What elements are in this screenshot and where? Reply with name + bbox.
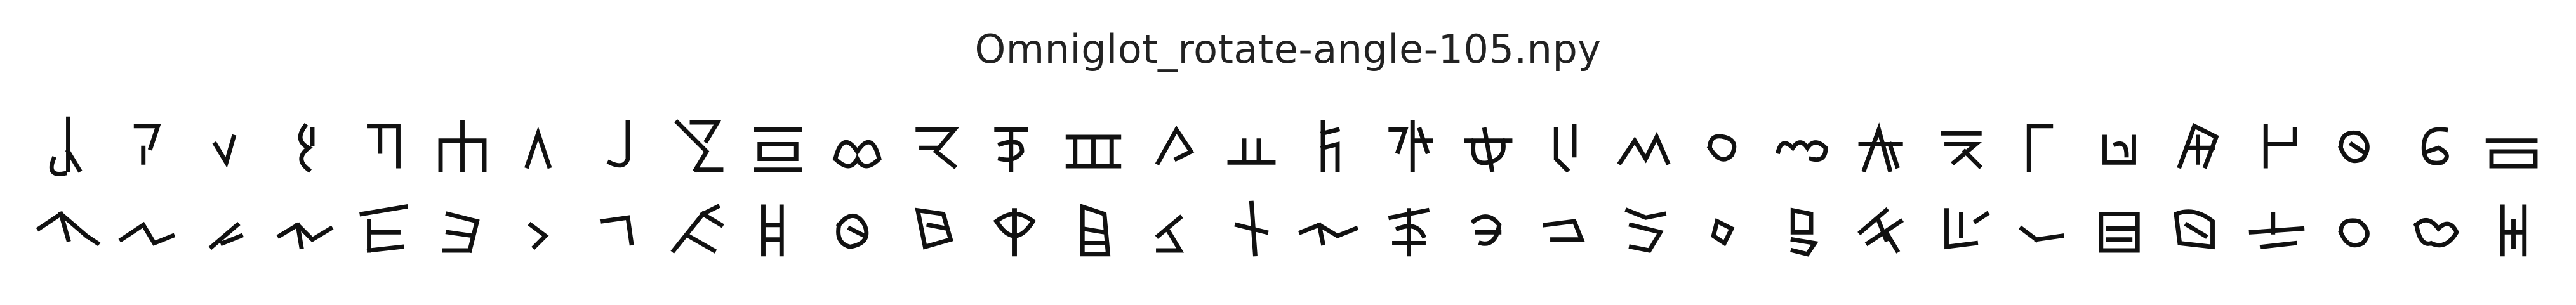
original-glyph-stroke-31 xyxy=(2424,129,2447,164)
rotated-glyph-stroke-29 xyxy=(2251,214,2302,247)
original-glyph-22 xyxy=(1687,108,1762,181)
rotated-glyph-22 xyxy=(1687,192,1762,265)
original-glyph-image-19 xyxy=(1451,108,1526,181)
rotated-glyph-image-11 xyxy=(820,192,895,265)
rotated-glyph-stroke-28 xyxy=(2176,212,2213,247)
rotated-glyph-stroke-6 xyxy=(444,214,477,251)
original-glyph-image-8 xyxy=(583,108,658,181)
rotated-glyph-image-1 xyxy=(30,192,106,265)
rotated-glyph-stroke-22 xyxy=(1714,221,1732,243)
rotated-glyph-3 xyxy=(189,192,264,265)
original-glyph-image-14 xyxy=(1056,108,1131,181)
rotated-glyph-image-18 xyxy=(1371,192,1447,265)
original-glyph-21 xyxy=(1608,108,1683,181)
rotated-glyph-12 xyxy=(898,192,974,265)
original-glyph-16 xyxy=(1214,108,1289,181)
rotated-glyph-image-12 xyxy=(898,192,974,265)
original-glyph-image-10 xyxy=(740,108,816,181)
original-glyph-stroke-3 xyxy=(215,137,234,162)
original-glyph-24 xyxy=(1845,108,1920,181)
original-glyph-stroke-11 xyxy=(835,142,879,166)
rotated-glyph-stroke-30 xyxy=(2341,221,2368,245)
original-glyph-image-16 xyxy=(1214,108,1289,181)
rotated-glyph-image-9 xyxy=(661,192,737,265)
rotated-glyph-image-23 xyxy=(1766,192,1842,265)
rotated-glyph-stroke-12 xyxy=(918,211,951,247)
rotated-glyph-stroke-13 xyxy=(997,211,1033,254)
original-glyph-4 xyxy=(267,108,343,181)
rotated-glyph-stroke-2 xyxy=(122,225,173,243)
original-glyph-image-23 xyxy=(1766,108,1842,181)
rotated-glyph-stroke-27 xyxy=(2101,214,2137,251)
original-glyph-stroke-12 xyxy=(918,130,955,167)
rotated-glyph-image-28 xyxy=(2160,192,2236,265)
original-glyph-image-17 xyxy=(1292,108,1368,181)
original-glyph-image-26 xyxy=(2002,108,2078,181)
rotated-glyph-stroke-14 xyxy=(1083,207,1108,254)
rotated-glyph-17 xyxy=(1292,192,1368,265)
rotated-glyph-2 xyxy=(109,192,185,265)
rotated-glyph-stroke-32 xyxy=(2502,207,2525,254)
rotated-glyph-image-15 xyxy=(1135,192,1211,265)
rotated-glyph-8 xyxy=(583,192,658,265)
rotated-glyph-29 xyxy=(2239,192,2314,265)
rotated-glyph-21 xyxy=(1608,192,1683,265)
original-glyph-5 xyxy=(346,108,422,181)
rotated-glyph-image-5 xyxy=(346,192,422,265)
rotated-glyph-image-32 xyxy=(2476,192,2551,265)
original-glyph-18 xyxy=(1371,108,1447,181)
original-glyph-image-24 xyxy=(1845,108,1920,181)
rotated-glyph-stroke-5 xyxy=(362,207,406,250)
original-glyph-stroke-20 xyxy=(1556,126,1574,170)
original-glyph-stroke-26 xyxy=(2029,126,2052,170)
rotated-glyph-stroke-9 xyxy=(674,207,721,250)
rotated-glyph-16 xyxy=(1214,192,1289,265)
rotated-glyph-stroke-17 xyxy=(1301,225,1356,243)
rotated-glyph-image-29 xyxy=(2239,192,2314,265)
original-glyph-19 xyxy=(1451,108,1526,181)
original-glyph-13 xyxy=(977,108,1052,181)
rotated-glyph-image-24 xyxy=(1845,192,1920,265)
original-glyph-31 xyxy=(2397,108,2473,181)
rotated-glyph-6 xyxy=(425,192,500,265)
original-glyph-11 xyxy=(820,108,895,181)
original-glyph-stroke-22 xyxy=(1710,136,1734,159)
rotated-glyph-13 xyxy=(977,192,1052,265)
original-glyph-15 xyxy=(1135,108,1211,181)
rotated-glyph-14 xyxy=(1056,192,1131,265)
original-glyph-stroke-32 xyxy=(2488,141,2535,166)
original-glyph-17 xyxy=(1292,108,1368,181)
rotated-glyph-stroke-18 xyxy=(1391,211,1428,254)
rotated-glyph-image-13 xyxy=(977,192,1052,265)
original-glyph-stroke-5 xyxy=(369,126,399,166)
glyph-grid xyxy=(30,108,2554,279)
rotated-glyph-23 xyxy=(1766,192,1842,265)
original-glyph-1 xyxy=(30,108,106,181)
glyph-row-original xyxy=(30,108,2554,181)
original-glyph-image-28 xyxy=(2160,108,2236,181)
rotated-glyph-stroke-19 xyxy=(1473,217,1499,244)
rotated-glyph-image-6 xyxy=(425,192,500,265)
original-glyph-8 xyxy=(583,108,658,181)
original-glyph-26 xyxy=(2002,108,2078,181)
rotated-glyph-4 xyxy=(267,192,343,265)
original-glyph-image-11 xyxy=(820,108,895,181)
original-glyph-25 xyxy=(1923,108,1999,181)
original-glyph-stroke-27 xyxy=(2104,137,2134,162)
original-glyph-stroke-19 xyxy=(1466,130,1510,170)
rotated-glyph-9 xyxy=(661,192,737,265)
glyph-row-rotated xyxy=(30,192,2554,265)
original-glyph-stroke-29 xyxy=(2266,126,2295,166)
original-glyph-stroke-6 xyxy=(441,122,484,170)
rotated-glyph-32 xyxy=(2476,192,2551,265)
original-glyph-image-3 xyxy=(189,108,264,181)
original-glyph-image-15 xyxy=(1135,108,1211,181)
rotated-glyph-stroke-10 xyxy=(764,207,782,254)
original-glyph-stroke-23 xyxy=(1778,143,1826,160)
rotated-glyph-image-10 xyxy=(740,192,816,265)
original-glyph-stroke-7 xyxy=(527,133,549,166)
original-glyph-2 xyxy=(109,108,185,181)
rotated-glyph-stroke-3 xyxy=(211,225,241,247)
rotated-glyph-1 xyxy=(30,192,106,265)
original-glyph-image-7 xyxy=(504,108,580,181)
original-glyph-stroke-15 xyxy=(1158,130,1191,163)
rotated-glyph-image-2 xyxy=(109,192,185,265)
rotated-glyph-stroke-20 xyxy=(1545,221,1582,240)
rotated-glyph-image-8 xyxy=(583,192,658,265)
original-glyph-image-27 xyxy=(2081,108,2157,181)
rotated-glyph-25 xyxy=(1923,192,1999,265)
original-glyph-27 xyxy=(2081,108,2157,181)
rotated-glyph-image-16 xyxy=(1214,192,1289,265)
original-glyph-stroke-8 xyxy=(609,122,628,165)
original-glyph-stroke-13 xyxy=(997,130,1026,170)
rotated-glyph-5 xyxy=(346,192,422,265)
original-glyph-23 xyxy=(1766,108,1842,181)
rotated-glyph-10 xyxy=(740,192,816,265)
original-glyph-stroke-1 xyxy=(51,119,79,174)
original-glyph-image-20 xyxy=(1529,108,1605,181)
rotated-glyph-11 xyxy=(820,192,895,265)
original-glyph-image-25 xyxy=(1923,108,1999,181)
rotated-glyph-image-21 xyxy=(1608,192,1683,265)
rotated-glyph-stroke-4 xyxy=(279,225,331,247)
original-glyph-stroke-30 xyxy=(2341,133,2368,160)
original-glyph-image-30 xyxy=(2318,108,2393,181)
original-glyph-10 xyxy=(740,108,816,181)
rotated-glyph-stroke-26 xyxy=(2022,229,2062,240)
rotated-glyph-image-26 xyxy=(2002,192,2078,265)
original-glyph-14 xyxy=(1056,108,1131,181)
rotated-glyph-image-4 xyxy=(267,192,343,265)
original-glyph-image-13 xyxy=(977,108,1052,181)
rotated-glyph-stroke-25 xyxy=(1947,211,1987,247)
original-glyph-stroke-9 xyxy=(677,122,721,170)
rotated-glyph-28 xyxy=(2160,192,2236,265)
original-glyph-32 xyxy=(2476,108,2551,181)
original-glyph-stroke-24 xyxy=(1861,130,1901,170)
rotated-glyph-7 xyxy=(504,192,580,265)
rotated-glyph-31 xyxy=(2397,192,2473,265)
original-glyph-image-18 xyxy=(1371,108,1447,181)
original-glyph-image-29 xyxy=(2239,108,2314,181)
original-glyph-3 xyxy=(189,108,264,181)
rotated-glyph-20 xyxy=(1529,192,1605,265)
original-glyph-stroke-14 xyxy=(1068,137,1120,166)
rotated-glyph-26 xyxy=(2002,192,2078,265)
original-glyph-9 xyxy=(661,108,737,181)
rotated-glyph-stroke-16 xyxy=(1237,203,1266,254)
rotated-glyph-image-25 xyxy=(1923,192,1999,265)
original-glyph-image-2 xyxy=(109,108,185,181)
rotated-glyph-18 xyxy=(1371,192,1447,265)
rotated-glyph-image-17 xyxy=(1292,192,1368,265)
original-glyph-stroke-10 xyxy=(756,130,800,170)
rotated-glyph-27 xyxy=(2081,192,2157,265)
original-glyph-stroke-25 xyxy=(1943,133,1980,166)
original-glyph-stroke-2 xyxy=(136,126,159,163)
original-glyph-image-5 xyxy=(346,108,422,181)
figure-title: Omniglot_rotate-angle-105.npy xyxy=(974,26,1602,72)
original-glyph-20 xyxy=(1529,108,1605,181)
original-glyph-29 xyxy=(2239,108,2314,181)
original-glyph-12 xyxy=(898,108,974,181)
rotated-glyph-image-22 xyxy=(1687,192,1762,265)
original-glyph-stroke-28 xyxy=(2180,126,2217,166)
rotated-glyph-stroke-8 xyxy=(602,217,632,243)
original-glyph-6 xyxy=(425,108,500,181)
original-glyph-stroke-4 xyxy=(300,126,312,170)
rotated-glyph-image-30 xyxy=(2318,192,2393,265)
original-glyph-28 xyxy=(2160,108,2236,181)
rotated-glyph-stroke-1 xyxy=(39,214,98,243)
original-glyph-image-22 xyxy=(1687,108,1762,181)
original-glyph-image-1 xyxy=(30,108,106,181)
rotated-glyph-stroke-23 xyxy=(1793,211,1815,254)
rotated-glyph-stroke-15 xyxy=(1158,217,1180,250)
original-glyph-image-12 xyxy=(898,108,974,181)
original-glyph-7 xyxy=(504,108,580,181)
rotated-glyph-image-3 xyxy=(189,192,264,265)
original-glyph-image-32 xyxy=(2476,108,2551,181)
rotated-glyph-stroke-24 xyxy=(1861,211,1901,250)
rotated-glyph-15 xyxy=(1135,192,1211,265)
original-glyph-stroke-16 xyxy=(1230,141,1273,163)
rotated-glyph-image-7 xyxy=(504,192,580,265)
rotated-glyph-24 xyxy=(1845,192,1920,265)
original-glyph-image-9 xyxy=(661,108,737,181)
rotated-glyph-stroke-11 xyxy=(838,216,866,247)
rotated-glyph-image-31 xyxy=(2397,192,2473,265)
rotated-glyph-image-19 xyxy=(1451,192,1526,265)
original-glyph-stroke-17 xyxy=(1323,122,1338,170)
rotated-glyph-stroke-7 xyxy=(531,225,545,247)
original-glyph-30 xyxy=(2318,108,2393,181)
rotated-glyph-stroke-31 xyxy=(2416,220,2456,245)
original-glyph-image-21 xyxy=(1608,108,1683,181)
rotated-glyph-image-27 xyxy=(2081,192,2157,265)
rotated-glyph-30 xyxy=(2318,192,2393,265)
original-glyph-image-4 xyxy=(267,108,343,181)
rotated-glyph-image-14 xyxy=(1056,192,1131,265)
rotated-glyph-19 xyxy=(1451,192,1526,265)
original-glyph-image-6 xyxy=(425,108,500,181)
rotated-glyph-stroke-21 xyxy=(1628,211,1664,250)
original-glyph-stroke-21 xyxy=(1620,137,1668,162)
rotated-glyph-image-20 xyxy=(1529,192,1605,265)
original-glyph-stroke-18 xyxy=(1391,122,1431,170)
original-glyph-image-31 xyxy=(2397,108,2473,181)
